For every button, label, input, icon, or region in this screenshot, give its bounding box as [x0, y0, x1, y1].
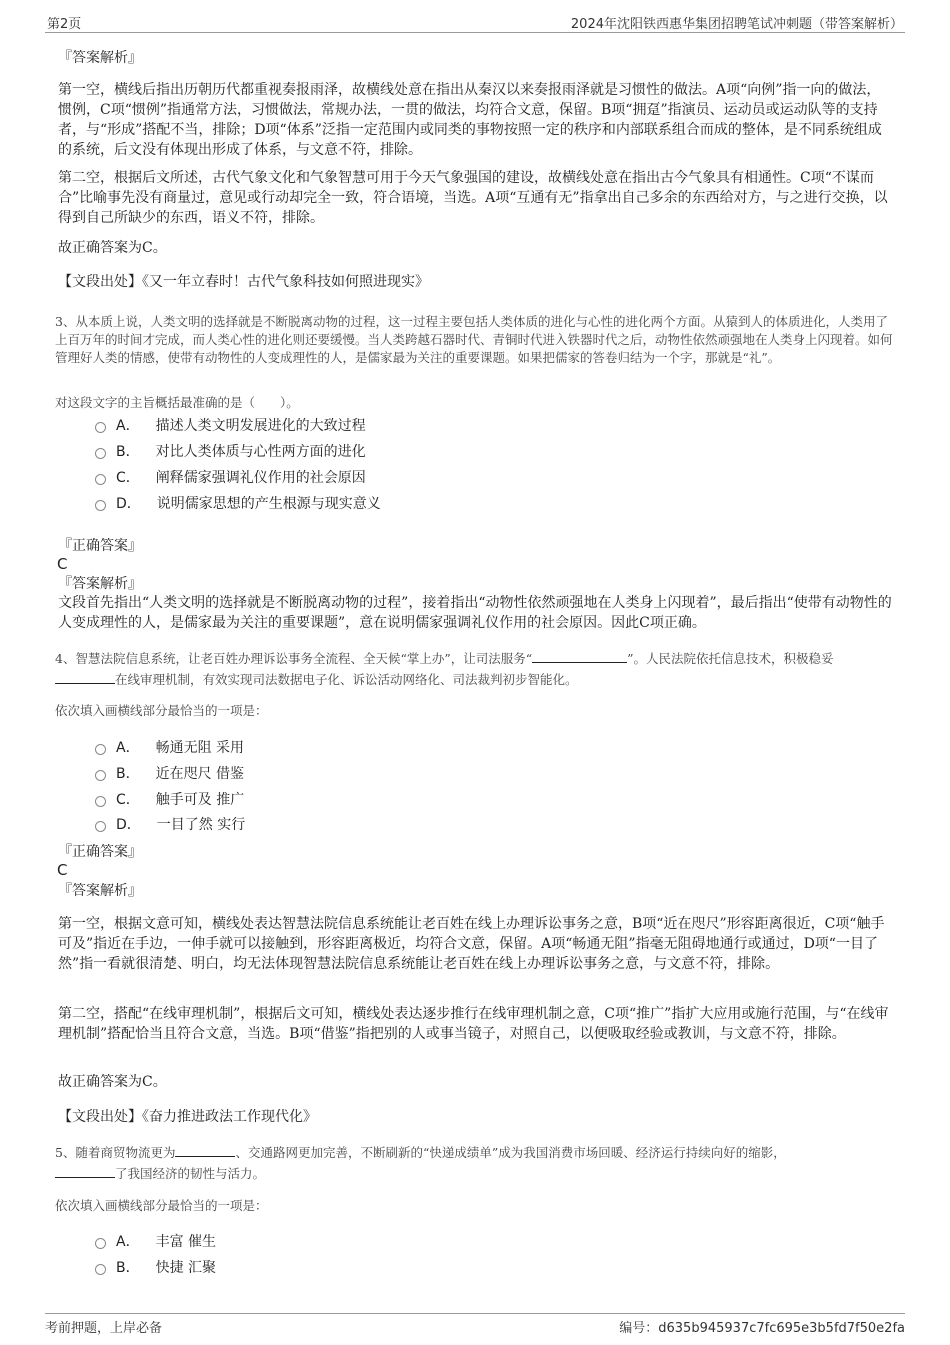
conclusion: 故正确答案为C。: [58, 1074, 167, 1090]
option-d[interactable]: D． 说明儒家思想的产生根源与现实意义: [95, 494, 381, 516]
radio-button[interactable]: [95, 448, 106, 459]
analysis-label: 『答案解析』: [58, 576, 142, 592]
analysis-paragraph: 第一空，横线后指出历朝历代都重视奏报雨泽，故横线处意在指出从秦汉以来奏报雨泽就是习惯性的做法。A项“向例”指一向的做法，惯例，C项“惯例”指通常方法，习惯做法，常规办法，一贯的做法，均符合文意，保留。B项“拥趸”指演员、运动员或运动队等的支持者，与“形成”搭配不当，排除；D项“体系”泛指一定范围内或同类的事物按照一定的秩序和内部联系组合而成的整体，是不同系统组成的系统，后文没有体现出形成了体系，与文意不符，排除。: [58, 82, 882, 158]
document-title: 2024年沈阳铁西惠华集团招聘笔试冲刺题（带答案解析）: [570, 17, 903, 32]
question-prompt: 对这段文字的主旨概括最准确的是（ ）。: [55, 395, 299, 410]
option-d[interactable]: D． 一目了然 实行: [95, 815, 245, 837]
source-citation: 【文段出处】《奋力推进政法工作现代化》: [58, 1109, 317, 1125]
correct-answer-label: 『正确答案』: [58, 538, 142, 554]
analysis-label: 『答案解析』: [58, 883, 142, 899]
page-header: [45, 10, 905, 33]
source-citation: 【文段出处】《又一年立春时！古代气象科技如何照进现实》: [58, 274, 429, 290]
analysis-paragraph: 第一空，根据文意可知，横线处表达智慧法院信息系统能让老百姓在线上办理诉讼事务之意，B项“近在咫尺”形容距离很近，C项“触手可及”指近在手边，一伸手就可以接触到，形容距离极近，均符合文意，保留。A项“畅通无阻”指毫无阻碍地通行或通过，D项“一目了然”指一看就很清楚、明白，均无法体现智慧法院信息系统能让老百姓在线上办理诉讼事务之意，与文意不符，排除。: [58, 916, 885, 972]
question-stem: 3、从本质上说，人类文明的选择就是不断脱离动物的过程，这一过程主要包括人类体质的进化与心性的进化两个方面。从猿到人的体质进化，人类用了上百万年的时间才完成，而人类心性的进化则还要缓慢。当人类跨越石器时代、青铜时代进入铁器时代之后，动物性依然顽强地在人类身上闪现着。如何管理好人类的情感，使带有动物性的人变成理性的人，是儒家最为关注的重要课题。如果把儒家的答卷归结为一个字，那就是“礼”。: [55, 314, 893, 365]
option-c[interactable]: C． 阐释儒家强调礼仪作用的社会原因: [95, 468, 366, 490]
radio-button[interactable]: [95, 1238, 106, 1249]
fill-blank: [55, 671, 115, 684]
analysis-paragraph: 文段首先指出“人类文明的选择就是不断脱离动物的过程”，接着指出“动物性依然顽强地在人类身上闪现着”，最后指出“使带有动物性的人变成理性的人，是儒家最为关注的重要课题”，意在说明儒家强调礼仪作用的社会原因。因此C项正确。: [58, 595, 892, 631]
radio-button[interactable]: [95, 796, 106, 807]
correct-answer-label: 『正确答案』: [58, 844, 142, 860]
analysis-paragraph: 第二空，搭配“在线审理机制”，根据后文可知，横线处表达逐步推行在线审理机制之意，C项“推广”指扩大应用或施行范围，与“在线审理机制”搭配恰当且符合文意，当选。B项“借鉴”指把别的人或事当镜子，对照自己，以便吸取经验或教训，与文意不符，排除。: [58, 1006, 889, 1042]
fill-blank: [55, 1165, 115, 1178]
option-b[interactable]: B． 近在咫尺 借鉴: [95, 764, 244, 786]
radio-button[interactable]: [95, 821, 106, 832]
radio-button[interactable]: [95, 744, 106, 755]
option-c[interactable]: C． 触手可及 推广: [95, 790, 244, 812]
page-number: 第2页: [47, 17, 82, 32]
option-b[interactable]: B． 快捷 汇聚: [95, 1258, 216, 1280]
question-stem: 5、随着商贸物流更为 、交通路网更加完善，不断刷新的“快递成绩单”成为我国消费市场回暖、经济运行持续向好的缩影， 了我国经济的韧性与活力。: [55, 1145, 786, 1181]
option-a[interactable]: A． 畅通无阻 采用: [95, 738, 244, 760]
radio-button[interactable]: [95, 474, 106, 485]
correct-answer: C: [57, 555, 68, 573]
option-a[interactable]: A． 描述人类文明发展进化的大致过程: [95, 416, 366, 438]
correct-answer: C: [57, 861, 68, 879]
option-b[interactable]: B． 对比人类体质与心性两方面的进化: [95, 442, 366, 464]
radio-button[interactable]: [95, 1264, 106, 1275]
question-prompt: 依次填入画横线部分最恰当的一项是：: [55, 1198, 268, 1213]
radio-button[interactable]: [95, 422, 106, 433]
conclusion: 故正确答案为C。: [58, 240, 167, 256]
option-a[interactable]: A． 丰富 催生: [95, 1232, 216, 1254]
question-stem: 4、智慧法院信息系统，让老百姓办理诉讼事务全流程、全天候“掌上办”，让司法服务“ ”。人民法院依托信息技术，积极稳妥 在线审理机制，有效实现司法数据电子化、诉讼活动网络化、司法裁判初步智能化。: [55, 651, 834, 687]
footer-slogan: 考前押题，上岸必备: [45, 1321, 163, 1336]
fill-blank: [175, 1144, 235, 1157]
page-footer: [45, 1313, 905, 1334]
question-prompt: 依次填入画横线部分最恰当的一项是：: [55, 703, 268, 718]
analysis-label: 『答案解析』: [58, 50, 142, 66]
document-id: 编号：d635b945937c7fc695e3b5fd7f50e2fa: [619, 1321, 905, 1336]
fill-blank: [532, 650, 627, 663]
radio-button[interactable]: [95, 500, 106, 511]
analysis-paragraph: 第二空，根据后文所述，古代气象文化和气象智慧可用于今天气象强国的建设，故横线处意在指出古今气象具有相通性。C项“不谋而合”比喻事先没有商量过，意见或行动却完全一致，符合语境，当选。A项“互通有无”指拿出自己多余的东西给对方，与之进行交换，以得到自己所缺少的东西，语义不符，排除。: [58, 170, 888, 226]
radio-button[interactable]: [95, 770, 106, 781]
